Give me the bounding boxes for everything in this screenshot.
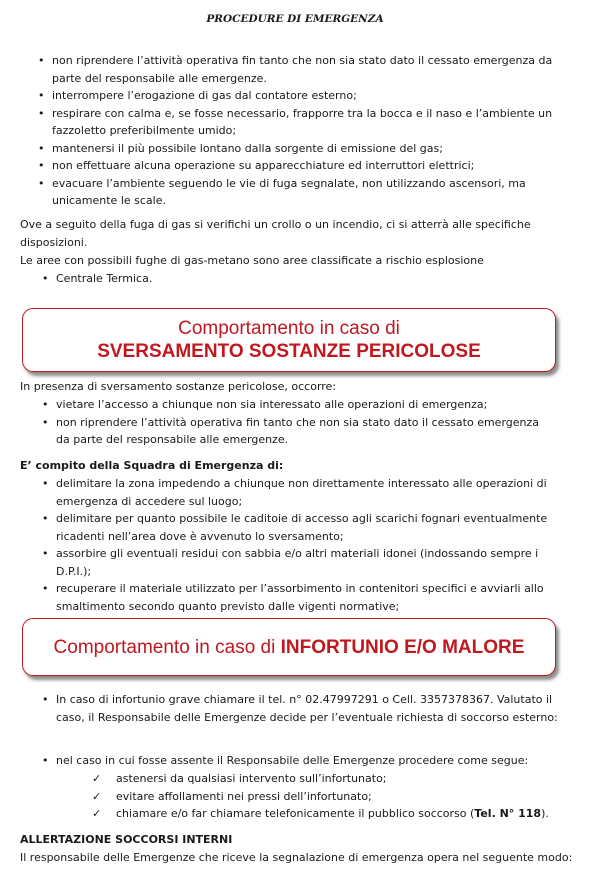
spill-intro: In presenza di sversamento sostanze pericolose, occorre:: [20, 380, 337, 393]
list-item: • mantenersi il più possibile lontano dalla sorgente di emissione del gas;: [36, 140, 556, 158]
list-item: • respirare con calma e, se fosse necessario, frapporre tra la bocca e il naso e l’ambiente un fazzoletto preferibilmente umido;: [36, 105, 556, 140]
list-item: • delimitare la zona impedendo a chiunque non direttamente interessato alle operazioni di emergenza di accedere sul luogo;: [40, 475, 560, 510]
banner-title-strong: INFORTUNIO E/O MALORE: [280, 636, 525, 658]
list-item: • evacuare l’ambiente seguendo le vie di fuga segnalate, non utilizzando ascensori, ma unicamente le scale.: [36, 175, 556, 210]
banner-title-line: SVERSAMENTO SOSTANZE PERICOLOSE: [97, 341, 481, 362]
check-item: ✓ astenersi da qualsiasi intervento sull’infortunato;: [92, 770, 562, 788]
banner-title-line: Comportamento in caso di: [178, 318, 400, 339]
list-item: • nel caso in cui fosse assente il Responsabile delle Emergenze procedere come segue:: [40, 752, 575, 770]
check-item: [92, 805, 562, 823]
page-header: PROCEDURE DI EMERGENZA: [206, 13, 384, 25]
gas-areas-list: [40, 270, 340, 288]
emergency-number: Tel. N° 118: [474, 807, 542, 820]
spill-list: [40, 396, 555, 449]
gas-paragraph: Ove a seguito della fuga di gas si verifichi un crollo o un incendio, ci si atterrà alle specifiche disposizioni.: [20, 218, 531, 249]
injury-list: [40, 752, 575, 770]
injury-list: [40, 691, 575, 726]
gas-leak-list: [36, 52, 556, 210]
banner-title-line: [23, 636, 555, 659]
list-item: • non riprendere l’attività operativa fin tanto che non sia stato dato il cessato emergenza da parte del responsabile alle emergenze.: [36, 52, 556, 87]
injury-checklist: [92, 770, 562, 823]
list-item: • vietare l’accesso a chiunque non sia interessato alle operazioni di emergenza;: [40, 396, 555, 414]
list-item: • Centrale Termica.: [40, 270, 340, 288]
alert-heading: ALLERTAZIONE SOCCORSI INTERNI: [20, 833, 233, 846]
list-item: • In caso di infortunio grave chiamare il tel. n° 02.47997291 o Cell. 3357378367. Valutato il caso, il Responsabile delle Emergenze decide per l’eventuale richiesta di soccorso esterno:: [40, 691, 575, 726]
banner-title-prefix: Comportamento in caso di: [53, 636, 281, 658]
team-heading: E’ compito della Squadra di Emergenza di:: [20, 459, 284, 472]
list-item: • delimitare per quanto possibile le caditoie di accesso agli scarichi fognari eventualmente ricadenti nell’area dove è avvenuto lo sversamento;: [40, 510, 560, 545]
list-item: • recuperare il materiale utilizzato per l’assorbimento in contenitori specifici e avviarli allo smaltimento secondo quanto previsto dalle vigenti normative;: [40, 580, 560, 615]
spill-section-banner: [22, 308, 556, 372]
list-item: • interrompere l’erogazione di gas dal contatore esterno;: [36, 87, 556, 105]
injury-section-banner: [22, 618, 556, 676]
list-item: • assorbire gli eventuali residui con sabbia e/o altri materiali idonei (indossando sempre i D.P.I.);: [40, 545, 560, 580]
call-text-prefix: chiamare e/o far chiamare telefonicamente il pubblico soccorso (: [116, 807, 475, 820]
gas-paragraph: Le aree con possibili fughe di gas-metano sono aree classificate a rischio esplosione: [20, 254, 484, 267]
list-item: • non riprendere l’attività operativa fin tanto che non sia stato dato il cessato emergenza da parte del responsabile alle emergenze.: [40, 414, 555, 449]
call-text-suffix: ).: [541, 807, 549, 820]
check-item: ✓ evitare affollamenti nei pressi dell’infortunato;: [92, 788, 562, 806]
alert-text: Il responsabile delle Emergenze che riceve la segnalazione di emergenza opera nel seguente modo:: [20, 851, 573, 864]
team-duties-list: [40, 475, 560, 615]
list-item: • non effettuare alcuna operazione su apparecchiature ed interruttori elettrici;: [36, 157, 556, 175]
